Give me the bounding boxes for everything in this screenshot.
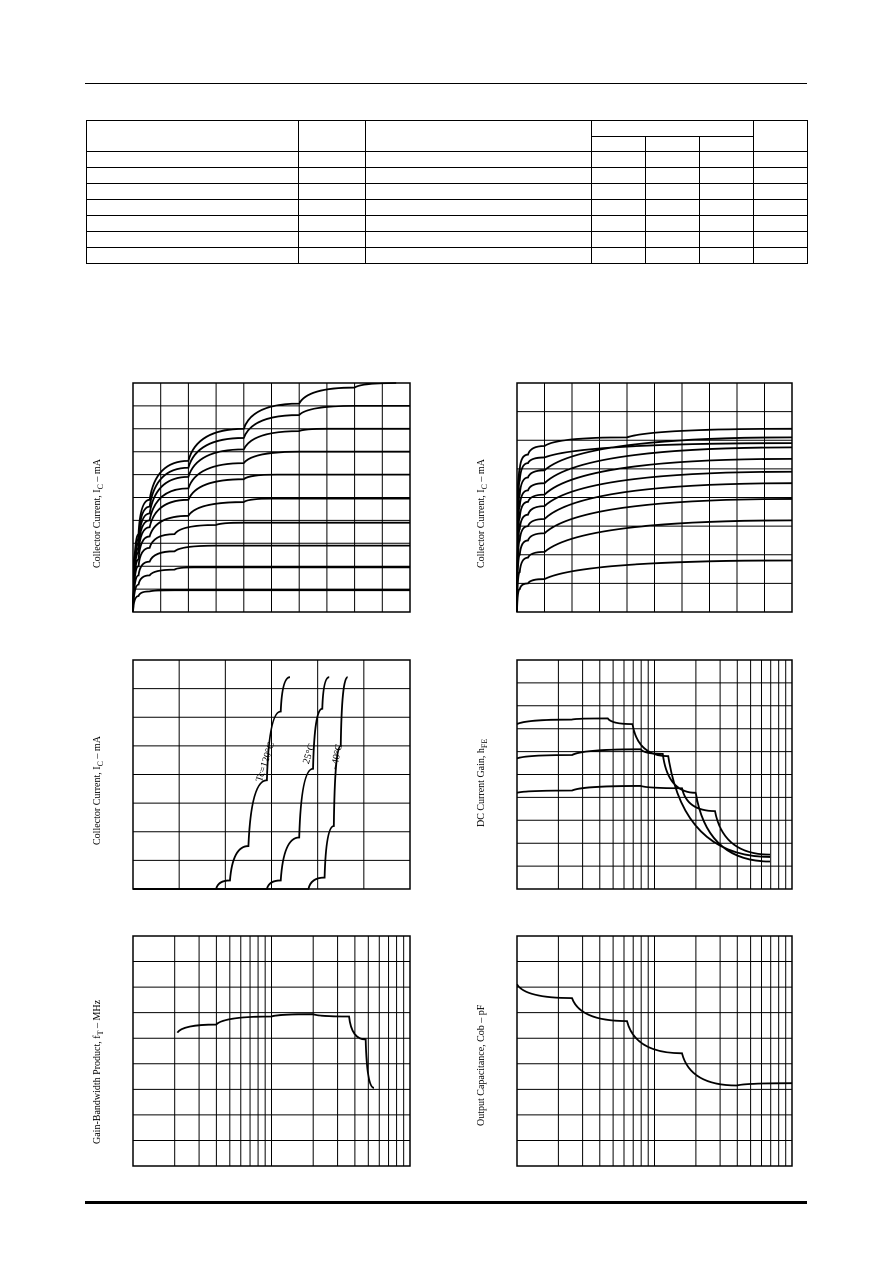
table-cell xyxy=(366,121,592,152)
table-row xyxy=(87,232,808,248)
footer-rule xyxy=(85,1201,807,1204)
table-cell xyxy=(700,137,754,152)
table-row xyxy=(87,168,808,184)
series-curve-1 xyxy=(517,718,770,857)
graph-collector-current-2 xyxy=(517,383,792,612)
series-curve-2 xyxy=(517,749,770,861)
graph-1-ylabel: Collector Current, $I_C$ – mA xyxy=(92,459,105,568)
table-cell xyxy=(754,121,808,152)
series-curve-1 xyxy=(177,1014,374,1088)
graph-5-ylabel: Gain-Bandwidth Product, $f_T$ – MHz xyxy=(92,999,105,1144)
table-row xyxy=(87,152,808,168)
graph-4-svg xyxy=(517,660,792,889)
series-curve-1 xyxy=(133,677,290,889)
table-cell xyxy=(592,137,646,152)
graph-3-svg xyxy=(133,660,410,889)
table-cell xyxy=(299,121,366,152)
table-cell xyxy=(87,121,299,152)
spec-table xyxy=(86,120,808,264)
table-row xyxy=(87,184,808,200)
table-row xyxy=(87,248,808,264)
graph-6-ylabel: Output Capacitance, Cob – pF xyxy=(476,1004,487,1126)
graph-output-capacitance xyxy=(517,936,792,1166)
table-cell xyxy=(646,137,700,152)
header-rule xyxy=(85,83,807,84)
graph-3-ylabel: Collector Current, $I_C$ – mA xyxy=(92,736,105,845)
graph-collector-current-1 xyxy=(133,383,410,612)
graph-gain-bandwidth xyxy=(133,936,410,1166)
graph-2-svg xyxy=(517,383,792,612)
graph-6-svg xyxy=(517,936,792,1166)
series-curve-3 xyxy=(133,677,348,889)
curve-label-tc120: Tc=120°C xyxy=(254,740,278,784)
curve-label-25c: 25°C xyxy=(301,742,318,766)
graph-4-ylabel: DC Current Gain, $h_{FE}$ xyxy=(476,738,489,827)
curve-label-minus40c: –40°C xyxy=(329,742,346,771)
graph-5-svg xyxy=(133,936,410,1166)
graph-1-svg xyxy=(133,383,410,612)
graph-dc-current-gain xyxy=(517,660,792,889)
table-cell xyxy=(592,121,754,137)
graph-collector-current-temp xyxy=(133,660,410,889)
table-row xyxy=(87,216,808,232)
series-curve-2 xyxy=(133,677,329,889)
table-row xyxy=(87,200,808,216)
graph-2-ylabel: Collector Current, $I_C$ – mA xyxy=(476,459,489,568)
table-header-row xyxy=(87,121,808,137)
